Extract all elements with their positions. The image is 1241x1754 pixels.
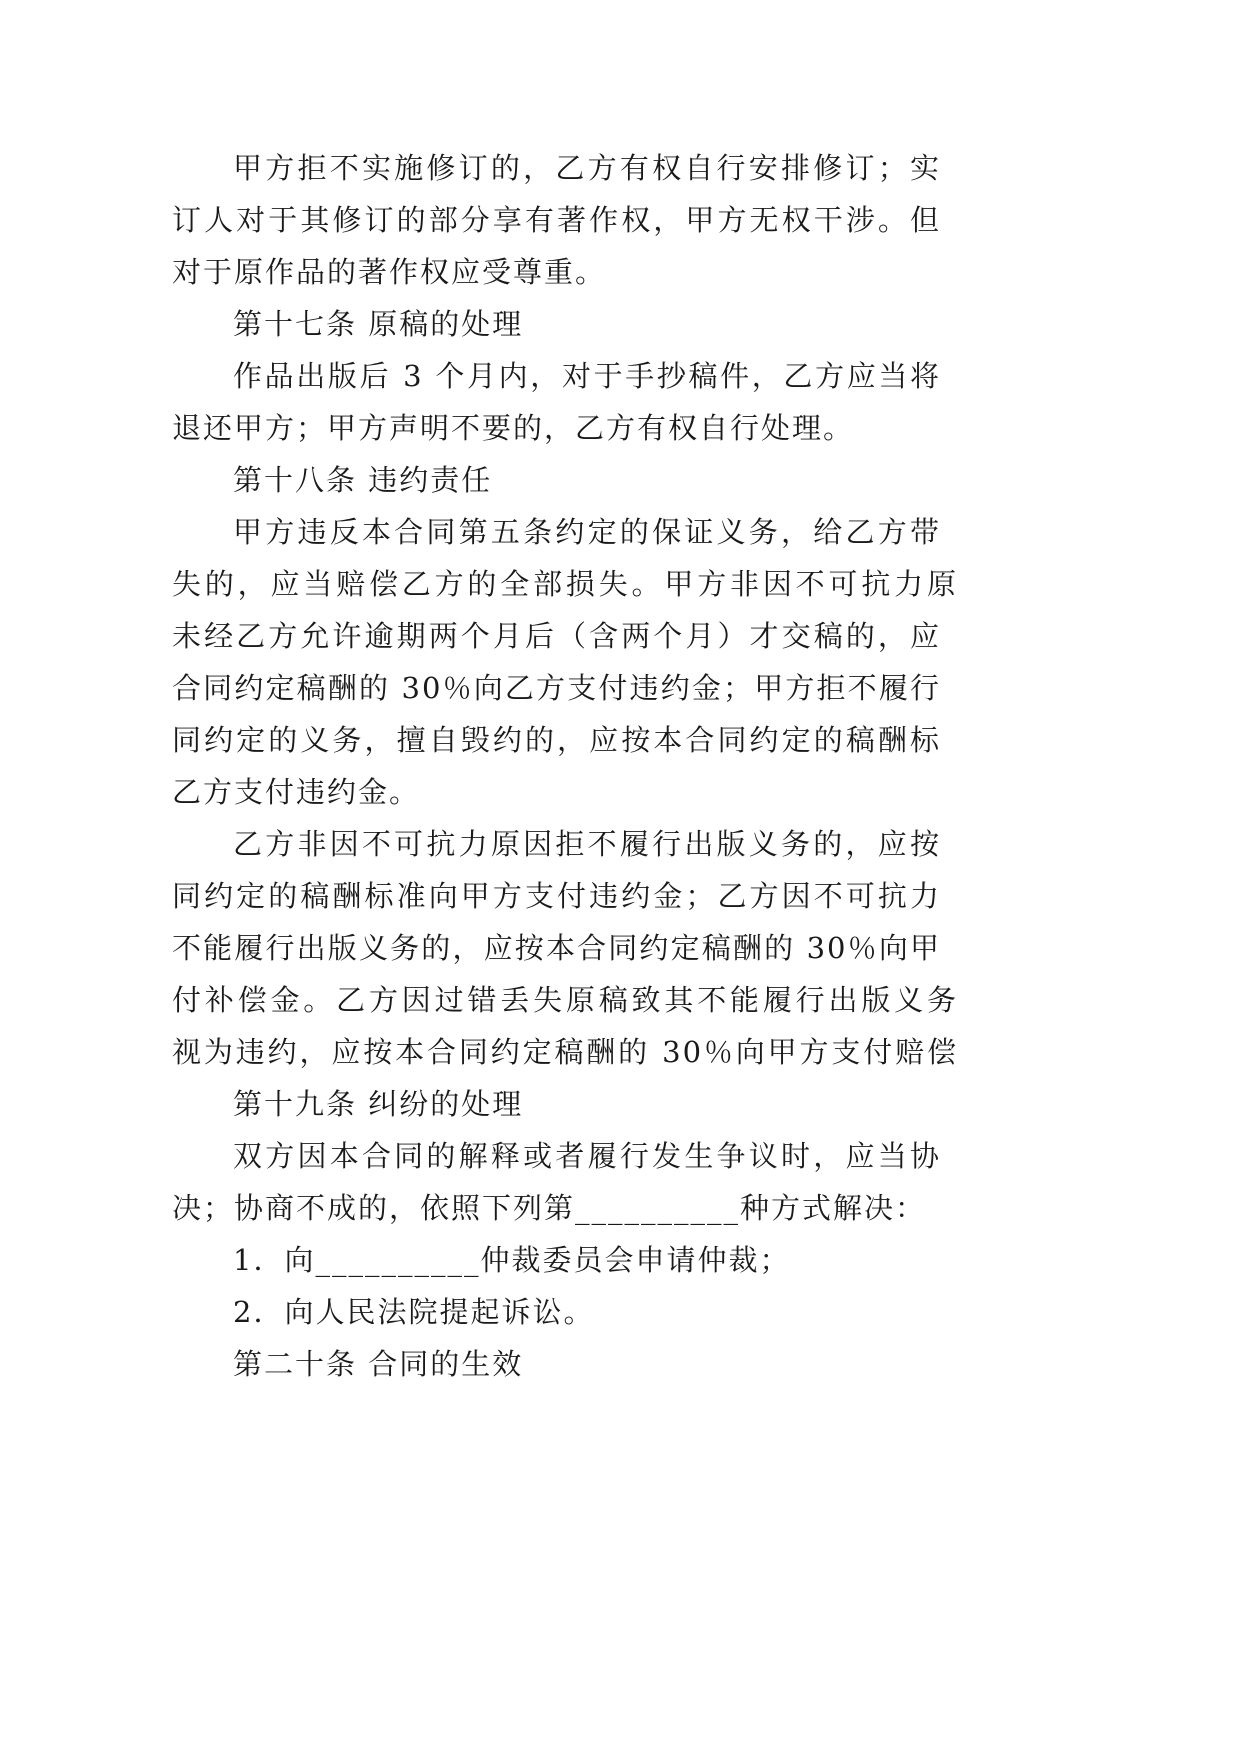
paragraph-manuscript-line-2: 退还甲方；甲方声明不要的，乙方有权自行处理。: [172, 411, 855, 445]
article-19-heading: 第十九条 纠纷的处理: [233, 1087, 524, 1121]
dispute-option-1: 1．向__________仲裁委员会申请仲裁；: [233, 1243, 791, 1277]
paragraph-breach-b-line-3: 不能履行出版义务的，应按本合同约定稿酬的 30％向甲: [172, 931, 941, 965]
paragraph-revision-line-1: 甲方拒不实施修订的，乙方有权自行安排修订；实: [233, 151, 941, 185]
paragraph-breach-a-line-5: 同约定的义务，擅自毁约的，应按本合同约定的稿酬标: [172, 723, 941, 757]
paragraph-breach-a-line-6: 乙方支付违约金。: [172, 775, 421, 809]
article-20-heading: 第二十条 合同的生效: [233, 1347, 524, 1381]
paragraph-breach-b-line-5: 视为违约，应按本合同约定稿酬的 30％向甲方支付赔偿: [172, 1035, 958, 1069]
paragraph-manuscript-line-1: 作品出版后 3 个月内，对于手抄稿件，乙方应当将: [233, 359, 941, 393]
paragraph-breach-b-line-2: 同约定的稿酬标准向甲方支付违约金；乙方因不可抗力: [172, 879, 941, 913]
paragraph-breach-a-line-1: 甲方违反本合同第五条约定的保证义务，给乙方带: [233, 515, 941, 549]
paragraph-revision-line-3: 对于原作品的著作权应受尊重。: [172, 255, 607, 289]
paragraph-breach-b-line-1: 乙方非因不可抗力原因拒不履行出版义务的，应按: [233, 827, 941, 861]
dispute-option-2: 2．向人民法院提起诉讼。: [233, 1295, 595, 1329]
article-18-heading: 第十八条 违约责任: [233, 463, 493, 497]
paragraph-breach-a-line-4: 合同约定稿酬的 30％向乙方支付违约金；甲方拒不履行: [172, 671, 941, 705]
paragraph-dispute-line-2: 决；协商不成的，依照下列第__________种方式解决：: [172, 1191, 927, 1225]
paragraph-breach-b-line-4: 付补偿金。乙方因过错丢失原稿致其不能履行出版义务: [172, 983, 958, 1017]
paragraph-breach-a-line-2: 失的，应当赔偿乙方的全部损失。甲方非因不可抗力原: [172, 567, 958, 601]
paragraph-breach-a-line-3: 未经乙方允许逾期两个月后（含两个月）才交稿的，应: [172, 619, 941, 653]
paragraph-dispute-line-1: 双方因本合同的解释或者履行发生争议时，应当协: [233, 1139, 941, 1173]
article-17-heading: 第十七条 原稿的处理: [233, 307, 524, 341]
paragraph-revision-line-2: 订人对于其修订的部分享有著作权，甲方无权干涉。但: [172, 203, 941, 237]
